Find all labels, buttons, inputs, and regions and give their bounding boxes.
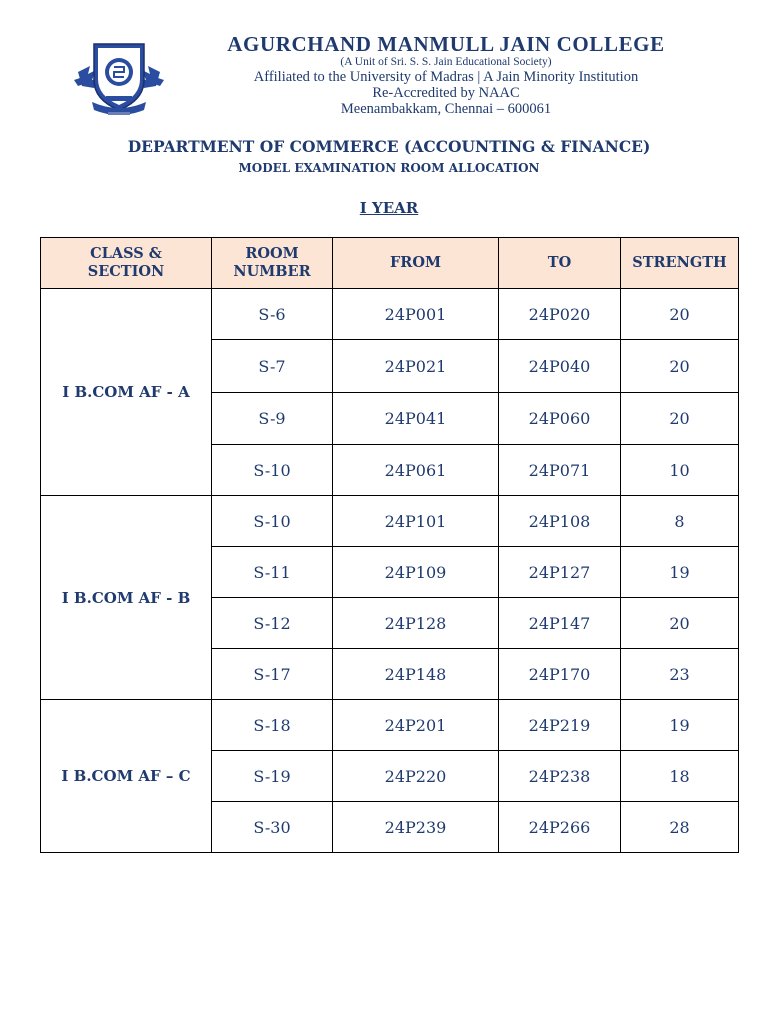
to-cell: 24P108 xyxy=(499,496,621,547)
room-cell: S-6 xyxy=(212,289,333,340)
affiliation-line: Affiliated to the University of Madras | A Jain Minority Institution xyxy=(253,69,639,85)
accreditation-line: Re-Accredited by NAAC xyxy=(372,85,520,101)
strength-cell: 18 xyxy=(621,751,739,802)
strength-cell: 20 xyxy=(621,289,739,340)
strength-cell: 20 xyxy=(621,393,739,445)
header-from: FROM xyxy=(333,238,499,289)
to-cell: 24P060 xyxy=(499,393,621,445)
header-room-number-line2: NUMBER xyxy=(233,263,311,280)
room-cell: S-12 xyxy=(212,598,333,649)
to-cell: 24P127 xyxy=(499,547,621,598)
to-cell: 24P020 xyxy=(499,289,621,340)
room-cell: S-10 xyxy=(212,445,333,496)
room-cell: S-18 xyxy=(212,700,333,751)
to-cell: 24P071 xyxy=(499,445,621,496)
from-cell: 24P201 xyxy=(333,700,499,751)
strength-cell: 20 xyxy=(621,340,739,393)
strength-cell: 19 xyxy=(621,700,739,751)
header-strength: STRENGTH xyxy=(621,238,739,289)
document-subtitle: MODEL EXAMINATION ROOM ALLOCATION xyxy=(238,161,540,175)
from-cell: 24P101 xyxy=(333,496,499,547)
from-cell: 24P148 xyxy=(333,649,499,700)
from-cell: 24P128 xyxy=(333,598,499,649)
from-cell: 24P239 xyxy=(333,802,499,853)
to-cell: 24P170 xyxy=(499,649,621,700)
from-cell: 24P061 xyxy=(333,445,499,496)
room-cell: S-19 xyxy=(212,751,333,802)
class-cell-a: I B.COM AF - A xyxy=(41,289,212,496)
room-allocation-table xyxy=(40,237,739,853)
header-to: TO xyxy=(499,238,621,289)
strength-cell: 28 xyxy=(621,802,739,853)
strength-cell: 19 xyxy=(621,547,739,598)
table-row xyxy=(41,289,739,340)
strength-cell: 23 xyxy=(621,649,739,700)
to-cell: 24P040 xyxy=(499,340,621,393)
room-cell: S-30 xyxy=(212,802,333,853)
header-class-section xyxy=(41,238,212,289)
college-name: AGURCHAND MANMULL JAIN COLLEGE xyxy=(227,32,665,56)
header-room-number-line1: ROOM xyxy=(245,245,299,262)
class-cell-c: I B.COM AF – C xyxy=(41,700,212,853)
header-class-section-line2: SECTION xyxy=(87,263,165,280)
college-header xyxy=(70,32,720,122)
table-header-row xyxy=(41,238,739,289)
strength-cell: 10 xyxy=(621,445,739,496)
from-cell: 24P109 xyxy=(333,547,499,598)
address-line: Meenambakkam, Chennai – 600061 xyxy=(340,101,552,117)
table-row xyxy=(41,700,739,751)
room-cell: S-7 xyxy=(212,340,333,393)
strength-cell: 8 xyxy=(621,496,739,547)
from-cell: 24P220 xyxy=(333,751,499,802)
from-cell: 24P021 xyxy=(333,340,499,393)
to-cell: 24P238 xyxy=(499,751,621,802)
header-room-number xyxy=(212,238,333,289)
from-cell: 24P041 xyxy=(333,393,499,445)
room-cell: S-10 xyxy=(212,496,333,547)
unit-line: (A Unit of Sri. S. S. Jain Educational Society) xyxy=(340,56,552,68)
header-class-section-line1: CLASS & xyxy=(90,245,162,262)
room-cell: S-17 xyxy=(212,649,333,700)
class-cell-b: I B.COM AF - B xyxy=(41,496,212,700)
to-cell: 24P147 xyxy=(499,598,621,649)
room-cell: S-9 xyxy=(212,393,333,445)
strength-cell: 20 xyxy=(621,598,739,649)
year-heading: I YEAR xyxy=(359,199,419,217)
room-cell: S-11 xyxy=(212,547,333,598)
to-cell: 24P266 xyxy=(499,802,621,853)
table-row xyxy=(41,496,739,547)
department-title: DEPARTMENT OF COMMERCE (ACCOUNTING & FINANCE) xyxy=(127,137,651,156)
to-cell: 24P219 xyxy=(499,700,621,751)
college-crest-icon xyxy=(70,36,168,116)
from-cell: 24P001 xyxy=(333,289,499,340)
